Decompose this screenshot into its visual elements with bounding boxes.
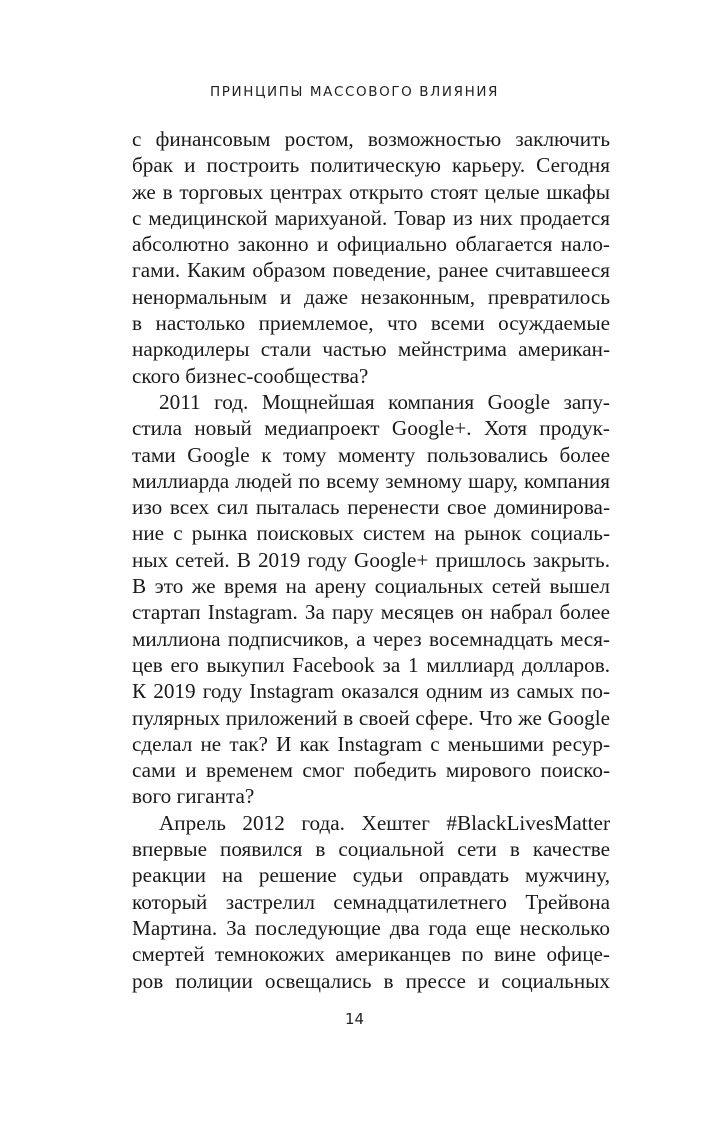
text-line: брак и построить политическую карьеру. Сегодня [132,153,610,178]
text-line: ненормальным и даже незаконным, превратилось [132,284,610,309]
paragraph-2 [132,389,610,810]
paragraph-3 [132,810,610,994]
text-line: цев его выкупил Facebook за 1 миллиард долларов. [132,652,610,677]
text-line: Апрель 2012 года. Хештег #BlackLivesMatter [159,810,610,835]
text-line: наркодилеры стали частью мейнстрима американ- [132,337,610,362]
text-line: смертей темнокожих американцев по вине офице- [132,942,610,967]
text-line: пулярных приложений в своей сфере. Что же Google [132,705,610,730]
text-line: тами Google к тому моменту пользовались более [132,442,610,467]
text-line: К 2019 году Instagram оказался одним из самых по- [132,679,610,704]
text-line: ского бизнес-сообщества? [132,363,369,388]
text-line: Мартина. За последующие два года еще несколько [132,915,610,940]
text-line: сами и временем смог победить мирового поиско- [132,758,610,783]
text-line: в настолько приемлемое, что всеми осуждаемые [132,311,610,336]
text-line: реакции на решение судьи оправдать мужчину, [132,863,610,888]
text-line: же в торговых центрах открыто стоят целые шкафы [132,179,610,204]
text-line: миллиарда людей по всему земному шару, компания [132,468,610,493]
text-line: стила новый медиапроект Google+. Хотя продук- [132,416,610,441]
text-line: стартап Instagram. За пару месяцев он набрал более [132,600,610,625]
text-line: с финансовым ростом, возможностью заключить [132,127,610,151]
text-line: 2011 год. Мощнейшая компания Google запу- [159,389,610,414]
text-line: впервые появился в социальной сети в качестве [132,837,610,862]
text-line: миллиона подписчиков, а через восемнадцать меся- [132,626,610,651]
body-text [132,126,610,994]
text-line: вого гиганта? [132,784,255,809]
text-line: ных сетей. В 2019 году Google+ пришлось закрыть. [132,547,610,572]
paragraph-1 [132,126,610,389]
text-line: изо всех сил пыталась перенести свое доминирова- [132,495,610,520]
text-line: абсолютно законно и официально облагается нало- [132,232,610,257]
text-line: В это же время на арену социальных сетей вышел [132,574,610,599]
text-line: который застрелил семнадцатилетнего Трейвона [132,889,610,914]
text-line: с медицинской марихуаной. Товар из них продается [132,205,610,230]
text-line: сделал не так? И как Instagram с меньшими ресур- [132,731,610,756]
text-line: гами. Каким образом поведение, ранее считавшееся [132,258,610,283]
text-line: ров полиции освещались в прессе и социальных [132,968,610,993]
text-line: ние с рынка поисковых систем на рынок социаль- [132,521,610,546]
running-head: ПРИНЦИПЫ МАССОВОГО ВЛИЯНИЯ [210,84,499,100]
page-number: 14 [344,1010,365,1028]
